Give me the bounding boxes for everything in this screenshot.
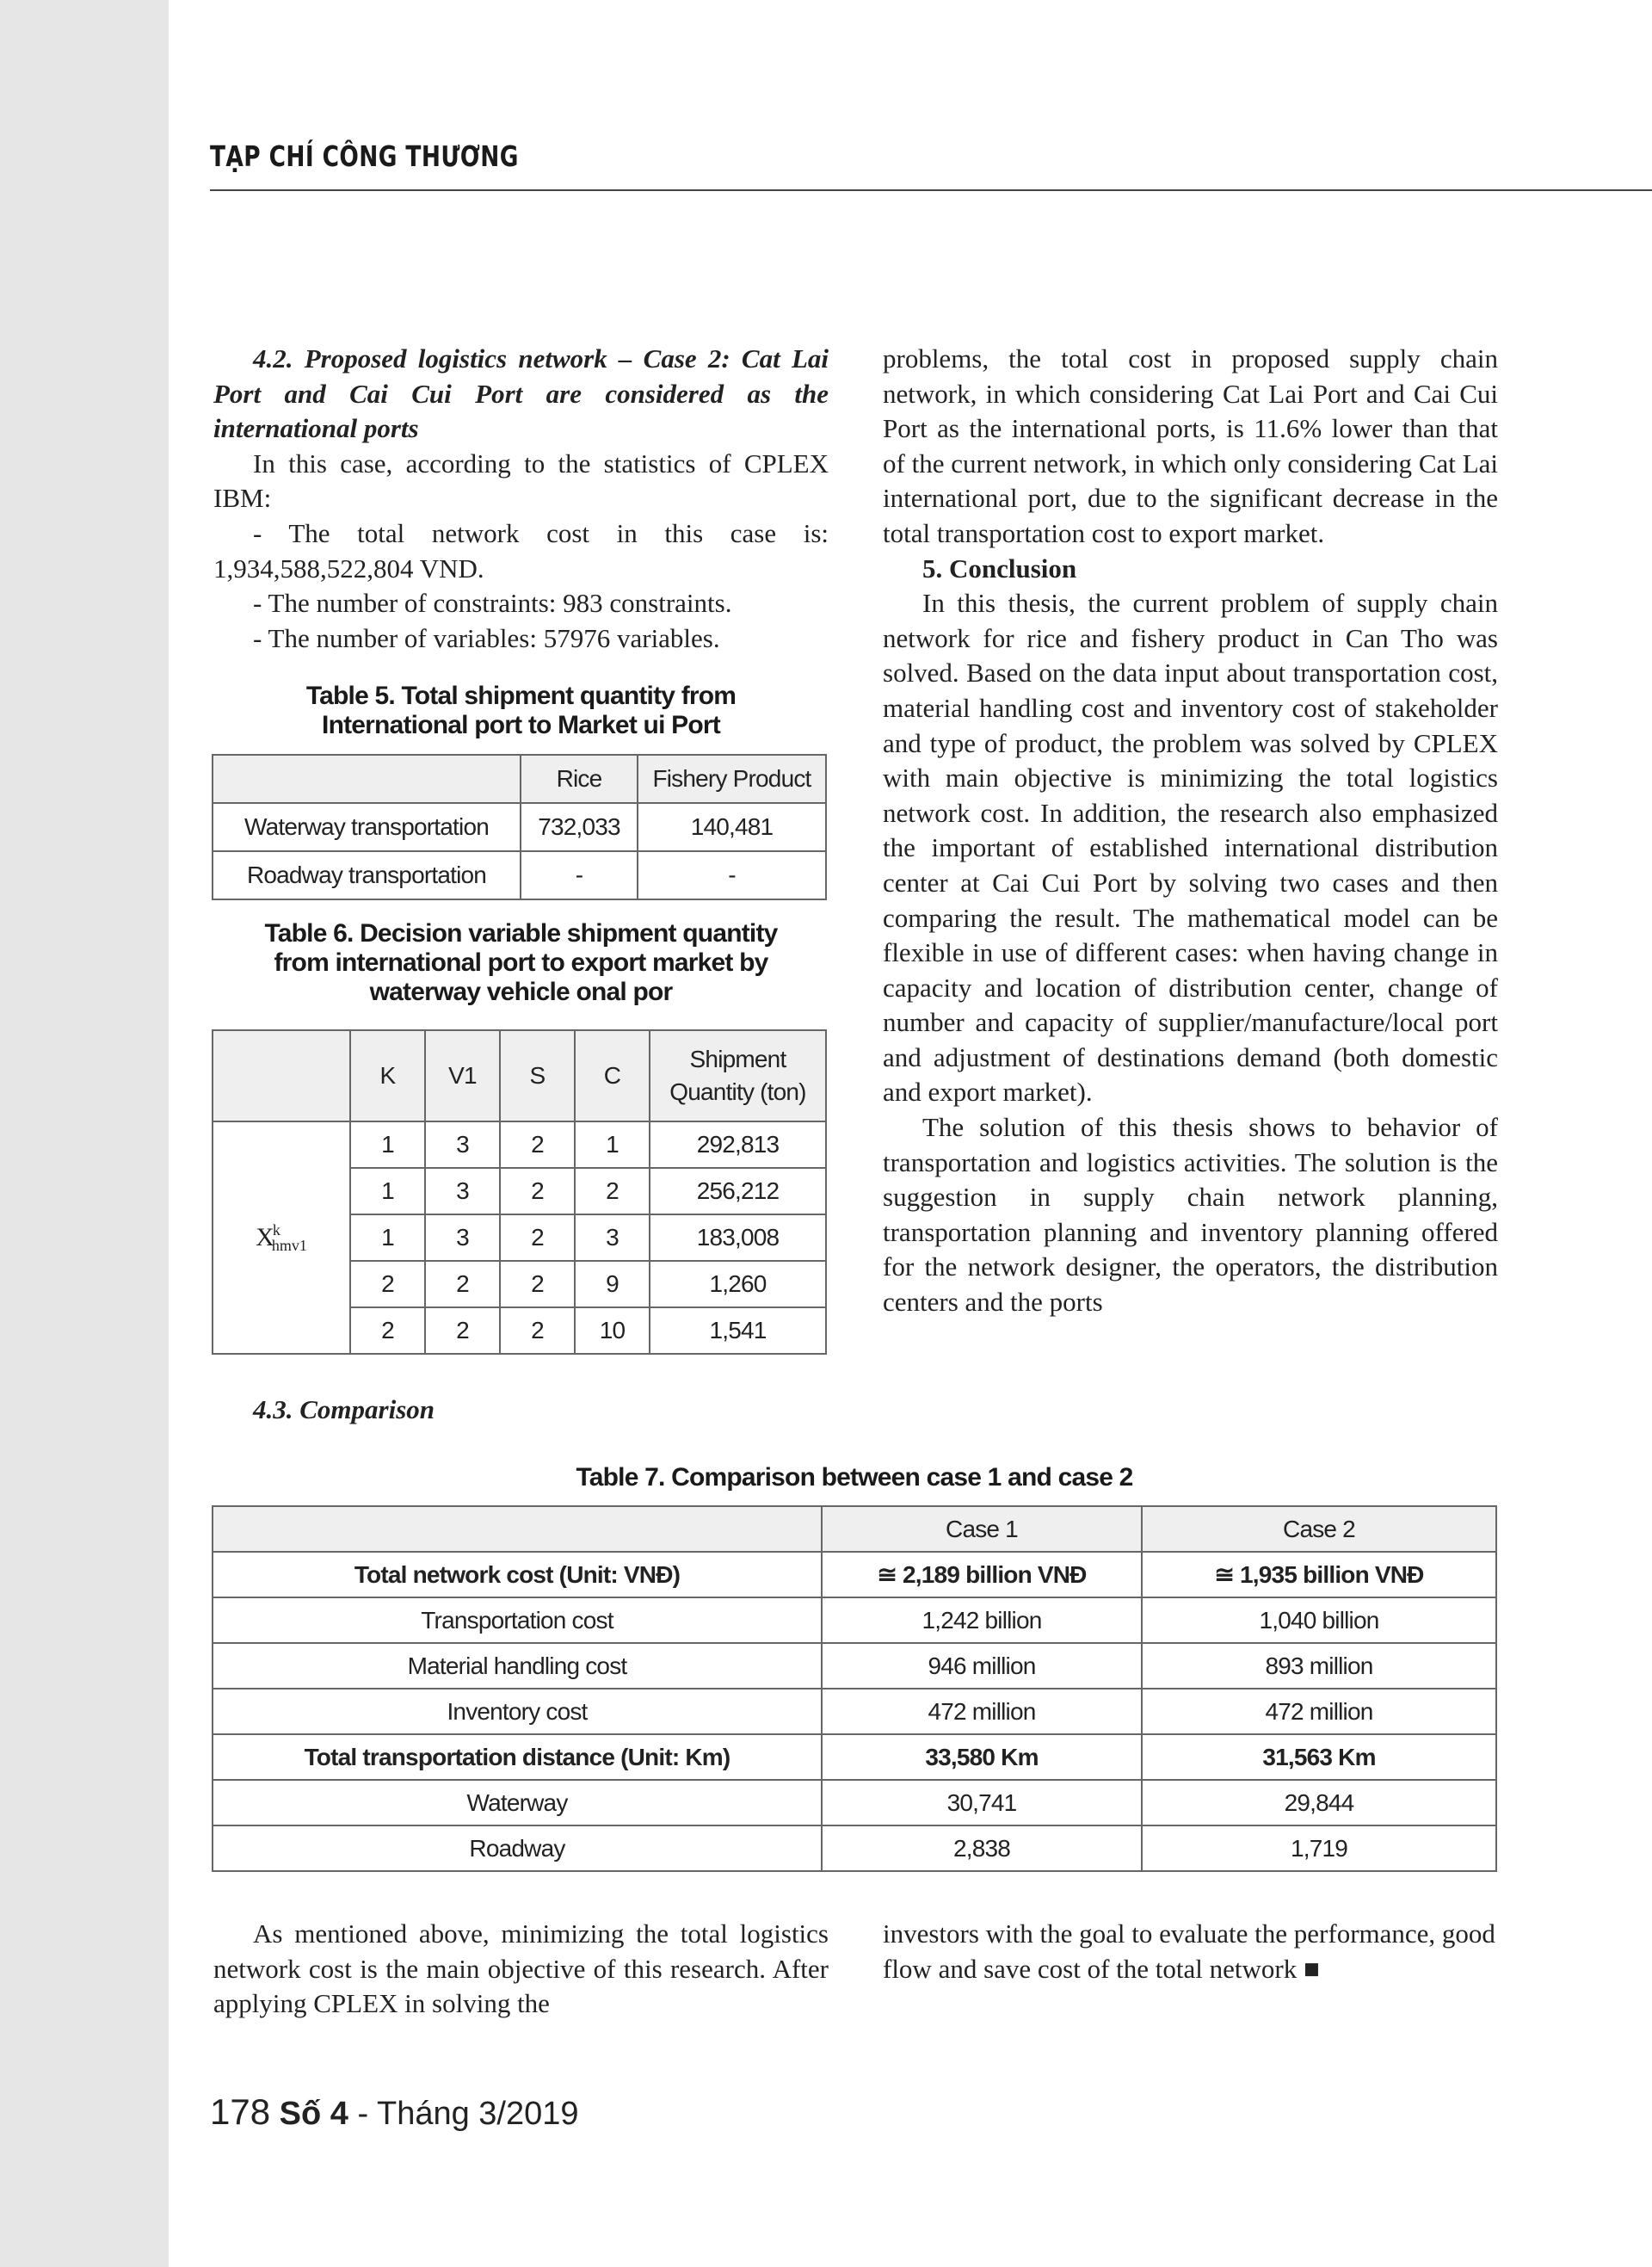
variable-superscript: k [272,1220,280,1239]
left-column-text [213,342,829,656]
table-cell: 256,212 [650,1168,826,1214]
page-margin-strip [0,0,169,2267]
table-cell: 1,260 [650,1261,826,1307]
table-row [213,1552,1496,1597]
row-label: Inventory cost [213,1689,822,1734]
table-header-row [213,1506,1496,1552]
table-header-cell: Case 2 [1142,1506,1496,1552]
variable-base: X [256,1222,274,1251]
variable-subscript: hmv1 [271,1236,307,1254]
table-cell: 2,838 [822,1825,1142,1871]
row-label: Total network cost (Unit: VNĐ) [213,1552,822,1597]
table-cell: 2 [425,1261,500,1307]
issue-date: - Tháng 3/2019 [357,2096,579,2132]
paragraph: - The total network cost in this case is: 1,934,588,522,804 VND. [213,517,829,584]
header-rule [210,189,1652,191]
paragraph: investors with the goal to evaluate the performance, good flow and save cost of the total network ■ [883,1918,1495,1984]
table-row [213,1780,1496,1825]
table-cell: 472 million [1142,1689,1496,1734]
table-cell: 29,844 [1142,1780,1496,1825]
table-header-row [213,1030,826,1121]
table-row [213,1825,1496,1871]
table7 [212,1505,1497,1872]
table-header-cell: K [350,1030,425,1121]
table-header-cell [213,755,521,803]
row-label: Transportation cost [213,1597,822,1643]
table-cell: ≅ 2,189 billion VNĐ [822,1552,1142,1597]
caption-line: Table 6. Decision variable shipment quantity [264,919,778,948]
table-cell: 140,481 [638,803,826,851]
table5 [212,754,827,900]
table-cell: 893 million [1142,1643,1496,1689]
paragraph: The solution of this thesis shows to behavior of transportation and logistics activities. The solution is the suggestion in supply chain network planning, transportation planning and inventory planning offered for the network designer, the operators, the distribution centers and the ports [883,1112,1498,1318]
right-column-text [883,342,1498,1320]
table-header-cell [650,1030,826,1121]
table-cell: 1 [575,1121,650,1168]
table-cell: 2 [350,1307,425,1354]
row-label: Waterway [213,1780,822,1825]
paragraph: As mentioned above, minimizing the total logistics network cost is the main objective of this research. After applying CPLEX in solving the [213,1918,829,2019]
table-cell: 946 million [822,1643,1142,1689]
table-cell: 1 [350,1121,425,1168]
table-header-cell: S [500,1030,575,1121]
table-cell: - [521,851,638,899]
table-cell: 1 [350,1168,425,1214]
table-cell: 732,033 [521,803,638,851]
table-cell: - [638,851,826,899]
table-cell: 292,813 [650,1121,826,1168]
table-cell: 1,242 billion [822,1597,1142,1643]
table-row [213,1689,1496,1734]
table-cell: 2 [500,1261,575,1307]
table-cell: 9 [575,1261,650,1307]
table-header-cell [213,1030,350,1121]
table-row [213,1643,1496,1689]
table-cell: 2 [500,1214,575,1261]
page-footer [210,2091,579,2133]
table-cell: 1,040 billion [1142,1597,1496,1643]
table-header-row [213,755,826,803]
table-row [213,851,826,899]
paragraph: - The number of constraints: 983 constraints. [253,588,732,619]
bottom-left-text [213,1917,829,2022]
table5-caption [213,682,829,740]
row-label: Waterway transportation [213,803,521,851]
left-column-heading [213,1393,829,1428]
table-cell: 33,580 Km [822,1734,1142,1780]
table-cell: 183,008 [650,1214,826,1261]
table-cell: 1 [350,1214,425,1261]
row-label: Roadway transportation [213,851,521,899]
table-cell: 3 [425,1168,500,1214]
table-cell: 1,719 [1142,1825,1496,1871]
caption-line: International port to Market ui Port [322,711,720,739]
paragraph: In this thesis, the current problem of supply chain network for rice and fishery product in Can Tho was solved. Based on the data input about transportation cost, material handling cost and inventory cost of stakeholder and type of product, the problem was solved by CPLEX with main objective is minimizing the total logistics network cost. In addition, the research also emphasized the important of established international distribution center at Cai Cui Port by solving two cases and then comparing the result. The mathematical model can be flexible in use of different cases: when having change in capacity and location of distribution center, change of number and capacity of supplier/manufacture/local port and adjustment of destinations demand (both domestic and export market). [883,588,1498,1108]
table-cell: 10 [575,1307,650,1354]
caption-line: Table 5. Total shipment quantity from [305,682,737,710]
table-header-cell: Rice [521,755,638,803]
journal-title: TẠP CHÍ CÔNG THƯƠNG [210,139,519,173]
header-line: Quantity (ton) [669,1078,806,1105]
row-label: Material handling cost [213,1643,822,1689]
section-heading-5: 5. Conclusion [922,553,1077,584]
table-header-cell [213,1506,822,1552]
table-cell: 2 [500,1307,575,1354]
table7-caption: Table 7. Comparison between case 1 and case 2 [576,1463,1133,1492]
table-row [213,1121,826,1168]
table-header-cell: Case 1 [822,1506,1142,1552]
paragraph: In this case, according to the statistics of CPLEX IBM: [213,448,829,514]
row-label: Roadway [213,1825,822,1871]
bottom-right-text [883,1917,1498,1986]
table6 [212,1029,827,1355]
table-header-cell: C [575,1030,650,1121]
table-cell: 31,563 Km [1142,1734,1496,1780]
table-cell: 2 [500,1121,575,1168]
table6-caption [213,919,829,1007]
table-cell: 3 [575,1214,650,1261]
row-label: Total transportation distance (Unit: Km) [213,1734,822,1780]
section-heading-4-2: 4.2. Proposed logistics network – Case 2: Cat Lai Port and Cai Cui Port are considered as the international ports [213,343,829,444]
table-row [213,1597,1496,1643]
table-cell: 472 million [822,1689,1142,1734]
header-line: Shipment [689,1046,786,1072]
table-cell: 2 [500,1168,575,1214]
table-header-cell: Fishery Product [638,755,826,803]
issue-label: Số 4 [279,2096,348,2132]
paragraph: problems, the total cost in proposed supply chain network, in which considering Cat Lai Port and Cai Cui Port as the international ports, is 11.6% lower than that of the current network, in which only considering Cat Lai international port, due to the significant decrease in the total transportation cost to export market. [883,343,1498,548]
table-cell: 2 [425,1307,500,1354]
paragraph: - The number of variables: 57976 variables. [253,622,720,653]
table-cell: 1,541 [650,1307,826,1354]
table-row [213,803,826,851]
table-cell: 2 [350,1261,425,1307]
table-cell: 30,741 [822,1780,1142,1825]
table-cell: 2 [575,1168,650,1214]
page-number: 178 [210,2091,271,2132]
table-row [213,1734,1496,1780]
table-cell: 3 [425,1214,500,1261]
table-cell: ≅ 1,935 billion VNĐ [1142,1552,1496,1597]
table-header-cell: V1 [425,1030,500,1121]
section-heading-4-3: 4.3. Comparison [253,1394,435,1424]
table-cell: 3 [425,1121,500,1168]
caption-line: from international port to export market by [274,948,768,977]
caption-line: waterway vehicle onal por [369,978,673,1006]
decision-variable-label [213,1121,350,1354]
